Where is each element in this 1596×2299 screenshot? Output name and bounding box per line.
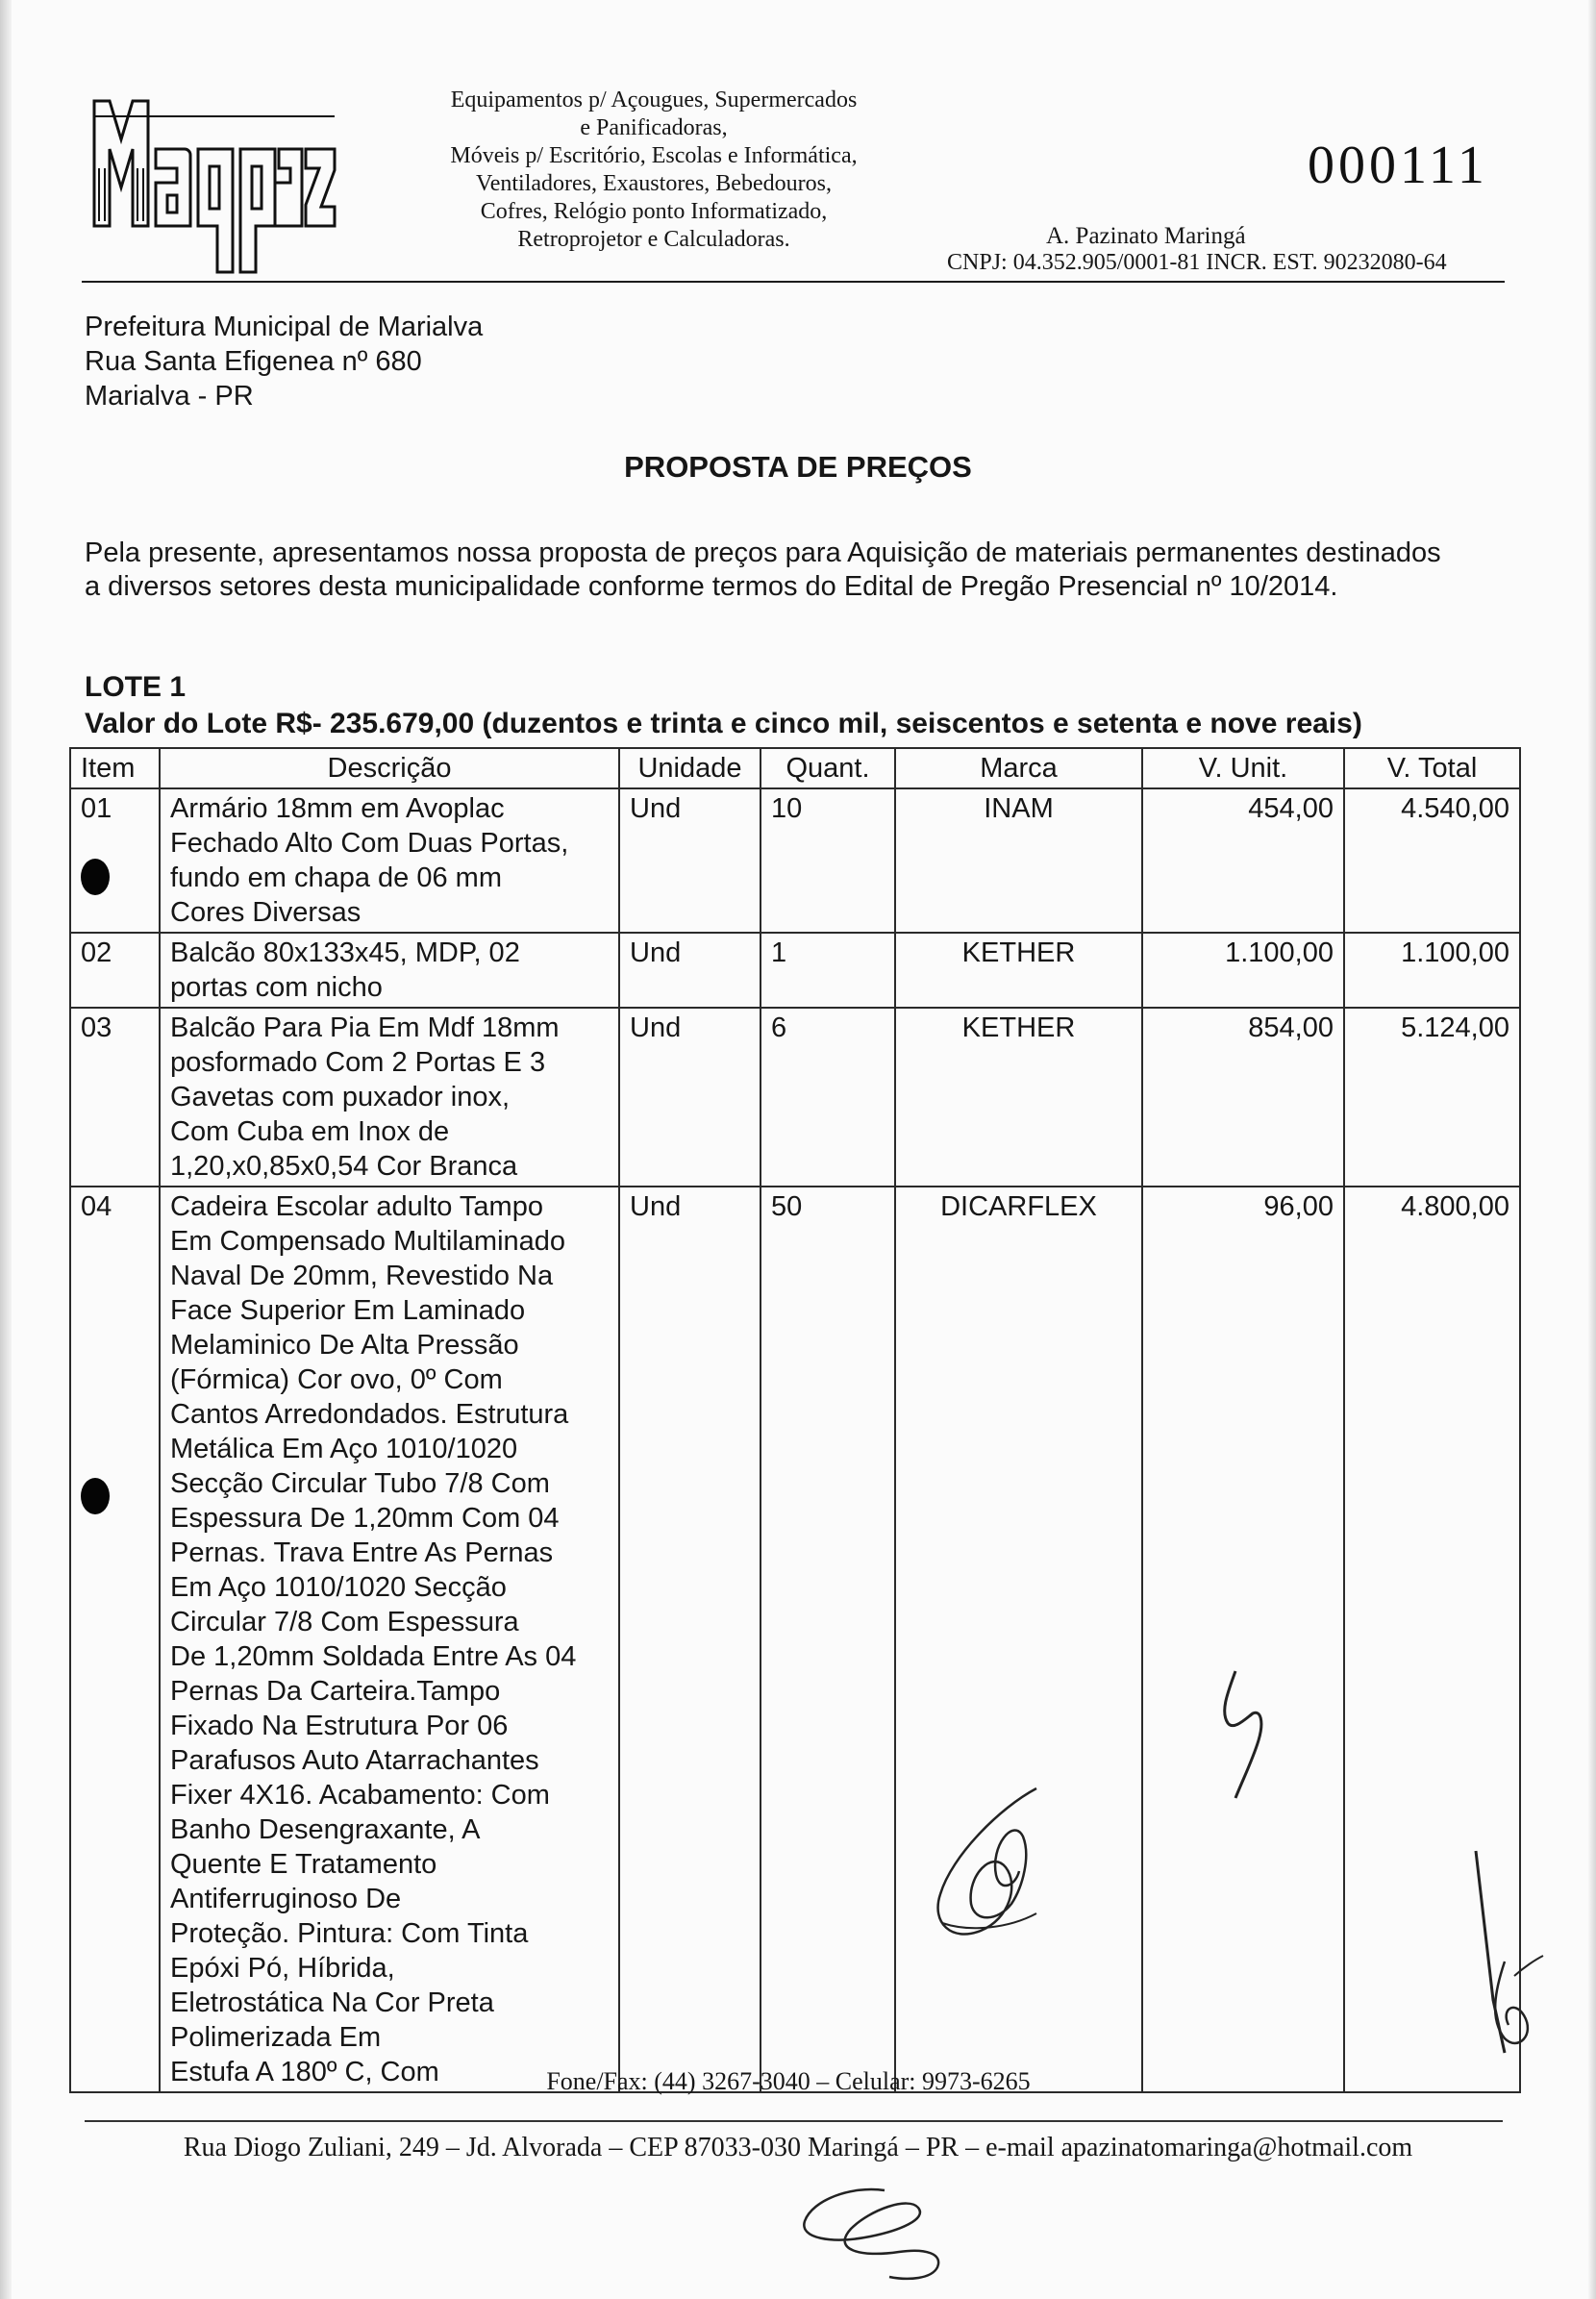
desc-line: 1,20,x0,85x0,54 Cor Branca (170, 1151, 518, 1182)
cell-unidade: Und (619, 1187, 761, 2092)
desc-line: Epóxi Pó, Híbrida, (170, 1953, 395, 1984)
cell-vunit: 854,00 (1142, 1008, 1344, 1187)
desc-line: posformado Com 2 Portas E 3 (170, 1047, 546, 1078)
cell-quant: 50 (761, 1187, 895, 2092)
desc-line: Pernas. Trava Entre As Pernas (170, 1537, 554, 1568)
desc-line: Armário 18mm em Avoplac (170, 793, 505, 824)
cell-vtotal: 5.124,00 (1344, 1008, 1520, 1187)
table-row (70, 1008, 1520, 1187)
desc-line: Espessura De 1,20mm Com 04 (170, 1503, 560, 1534)
table-row (70, 933, 1520, 1008)
cell-vtotal: 1.100,00 (1344, 933, 1520, 1008)
desc-line: Gavetas com puxador inox, (170, 1082, 511, 1112)
maqpaz-logo (87, 82, 337, 274)
cell-vunit: 96,00 (1142, 1187, 1344, 2092)
desc-line: Em Aço 1010/1020 Secção (170, 1572, 507, 1603)
cell-item: 03 (70, 1008, 160, 1187)
cell-marca: DICARFLEX (895, 1187, 1142, 2092)
tagline-line: Móveis p/ Escritório, Escolas e Informática, (450, 143, 858, 168)
punch-hole-mark (81, 1478, 110, 1514)
lote-label: LOTE 1 (85, 671, 187, 703)
footer-address: Rua Diogo Zuliani, 249 – Jd. Alvorada – CEP 87033-030 Maringá – PR – e-mail apazinatomaringa@hotmail.com (183, 2133, 1413, 2162)
handwritten-signature (923, 1779, 1058, 1952)
cell-vunit: 454,00 (1142, 788, 1344, 933)
cell-unidade: Und (619, 788, 761, 933)
desc-line: De 1,20mm Soldada Entre As 04 (170, 1641, 577, 1672)
page-title: PROPOSTA DE PREÇOS (624, 450, 972, 484)
cell-desc (160, 933, 619, 1008)
desc-line: Balcão 80x133x45, MDP, 02 (170, 937, 520, 968)
desc-line: Circular 7/8 Com Espessura (170, 1607, 519, 1637)
desc-line: Fixer 4X16. Acabamento: Com (170, 1780, 550, 1811)
desc-line: Fixado Na Estrutura Por 06 (170, 1711, 509, 1741)
handwritten-bottom-signature (793, 2181, 957, 2287)
company-cnpj: CNPJ: 04.352.905/0001-81 INCR. EST. 90232080-64 (947, 250, 1447, 275)
cell-item: 01 (70, 788, 160, 933)
desc-line: Estufa A 180º C, Com (170, 2057, 439, 2087)
company-tagline (413, 87, 894, 254)
tagline-line: Retroprojetor e Calculadoras. (517, 227, 790, 252)
desc-line: Secção Circular Tubo 7/8 Com (170, 1468, 550, 1499)
cell-unidade: Und (619, 1008, 761, 1187)
desc-line: Naval De 20mm, Revestido Na (170, 1261, 554, 1291)
header-marca: Marca (895, 748, 1142, 788)
intro-paragraph: Pela presente, apresentamos nossa proposta de preços para Aquisição de materiais permanentes destinados a diversos setores desta municipalidade conforme termos do Edital de Pregão Presencial nº 10/2014. (85, 537, 1441, 602)
recipient-line: Prefeitura Municipal de Marialva (85, 312, 484, 342)
desc-line: Fechado Alto Com Duas Portas, (170, 828, 569, 859)
cell-vtotal: 4.800,00 (1344, 1187, 1520, 2092)
desc-line: Polimerizada Em (170, 2022, 382, 2053)
desc-line: Pernas Da Carteira.Tampo (170, 1676, 501, 1707)
desc-line: Cadeira Escolar adulto Tampo (170, 1191, 543, 1222)
scan-edge-right (1588, 0, 1596, 2299)
scan-edge-left (0, 0, 12, 2299)
tagline-line: e Panificadoras, (580, 115, 728, 140)
recipient-line: Rua Santa Efigenea nº 680 (85, 346, 422, 377)
desc-line: Cores Diversas (170, 897, 362, 928)
tagline-line: Equipamentos p/ Açougues, Supermercados (450, 87, 858, 112)
footer-divider (85, 2120, 1503, 2122)
header-vunit: V. Unit. (1142, 748, 1344, 788)
desc-line: Parafusos Auto Atarrachantes (170, 1745, 539, 1776)
cell-vtotal: 4.540,00 (1344, 788, 1520, 933)
header-vtotal: V. Total (1344, 748, 1520, 788)
tagline-line: Ventiladores, Exaustores, Bebedouros, (476, 171, 832, 196)
footer-phone: Fone/Fax: (44) 3267-3040 – Celular: 9973-6265 (546, 2067, 1031, 2095)
desc-line: Metálica Em Aço 1010/1020 (170, 1434, 518, 1464)
cell-unidade: Und (619, 933, 761, 1008)
cell-marca: INAM (895, 788, 1142, 933)
recipient-address (85, 310, 483, 413)
desc-line: Cantos Arredondados. Estrutura (170, 1399, 569, 1430)
tagline-line: Cofres, Relógio ponto Informatizado, (480, 199, 828, 224)
desc-line: Banho Desengraxante, A (170, 1814, 481, 1845)
header-quant: Quant. (761, 748, 895, 788)
table-row (70, 1187, 1520, 2092)
header-descricao: Descrição (160, 748, 619, 788)
desc-line: fundo em chapa de 06 mm (170, 862, 502, 893)
items-table (69, 747, 1521, 2093)
header-unidade: Unidade (619, 748, 761, 788)
cell-desc (160, 788, 619, 933)
desc-line: portas com nicho (170, 972, 383, 1003)
lote-value: Valor do Lote R$- 235.679,00 (duzentos e trinta e cinco mil, seiscentos e setenta e nove reais) (85, 708, 1362, 739)
desc-line: Com Cuba em Inox de (170, 1116, 450, 1147)
handwritten-margin-mark (1447, 1846, 1553, 2058)
cell-quant: 10 (761, 788, 895, 933)
header-divider (82, 281, 1505, 283)
cell-desc (160, 1187, 619, 2092)
desc-line: Melaminico De Alta Pressão (170, 1330, 519, 1361)
cell-item: 04 (70, 1187, 160, 2092)
desc-line: Balcão Para Pia Em Mdf 18mm (170, 1012, 560, 1043)
document-number: 000111 (1308, 136, 1488, 195)
cell-marca: KETHER (895, 933, 1142, 1008)
cell-vunit: 1.100,00 (1142, 933, 1344, 1008)
punch-hole-mark (81, 859, 110, 895)
cell-item: 02 (70, 933, 160, 1008)
desc-line: Em Compensado Multilaminado (170, 1226, 566, 1257)
company-name: A. Pazinato Maringá (1046, 223, 1246, 249)
desc-line: Quente E Tratamento (170, 1849, 437, 1880)
recipient-line: Marialva - PR (85, 381, 254, 412)
header-item: Item (70, 748, 160, 788)
desc-line: (Fórmica) Cor ovo, 0º Com (170, 1364, 503, 1395)
desc-line: Face Superior Em Laminado (170, 1295, 526, 1326)
cell-quant: 6 (761, 1008, 895, 1187)
desc-line: Proteção. Pintura: Com Tinta (170, 1918, 529, 1949)
desc-line: Antiferruginoso De (170, 1884, 402, 1914)
handwritten-initial-mark (1207, 1663, 1293, 1808)
cell-marca: KETHER (895, 1008, 1142, 1187)
table-header-row (70, 748, 1520, 788)
table-row (70, 788, 1520, 933)
desc-line: Eletrostática Na Cor Preta (170, 1987, 494, 2018)
cell-desc (160, 1008, 619, 1187)
cell-quant: 1 (761, 933, 895, 1008)
